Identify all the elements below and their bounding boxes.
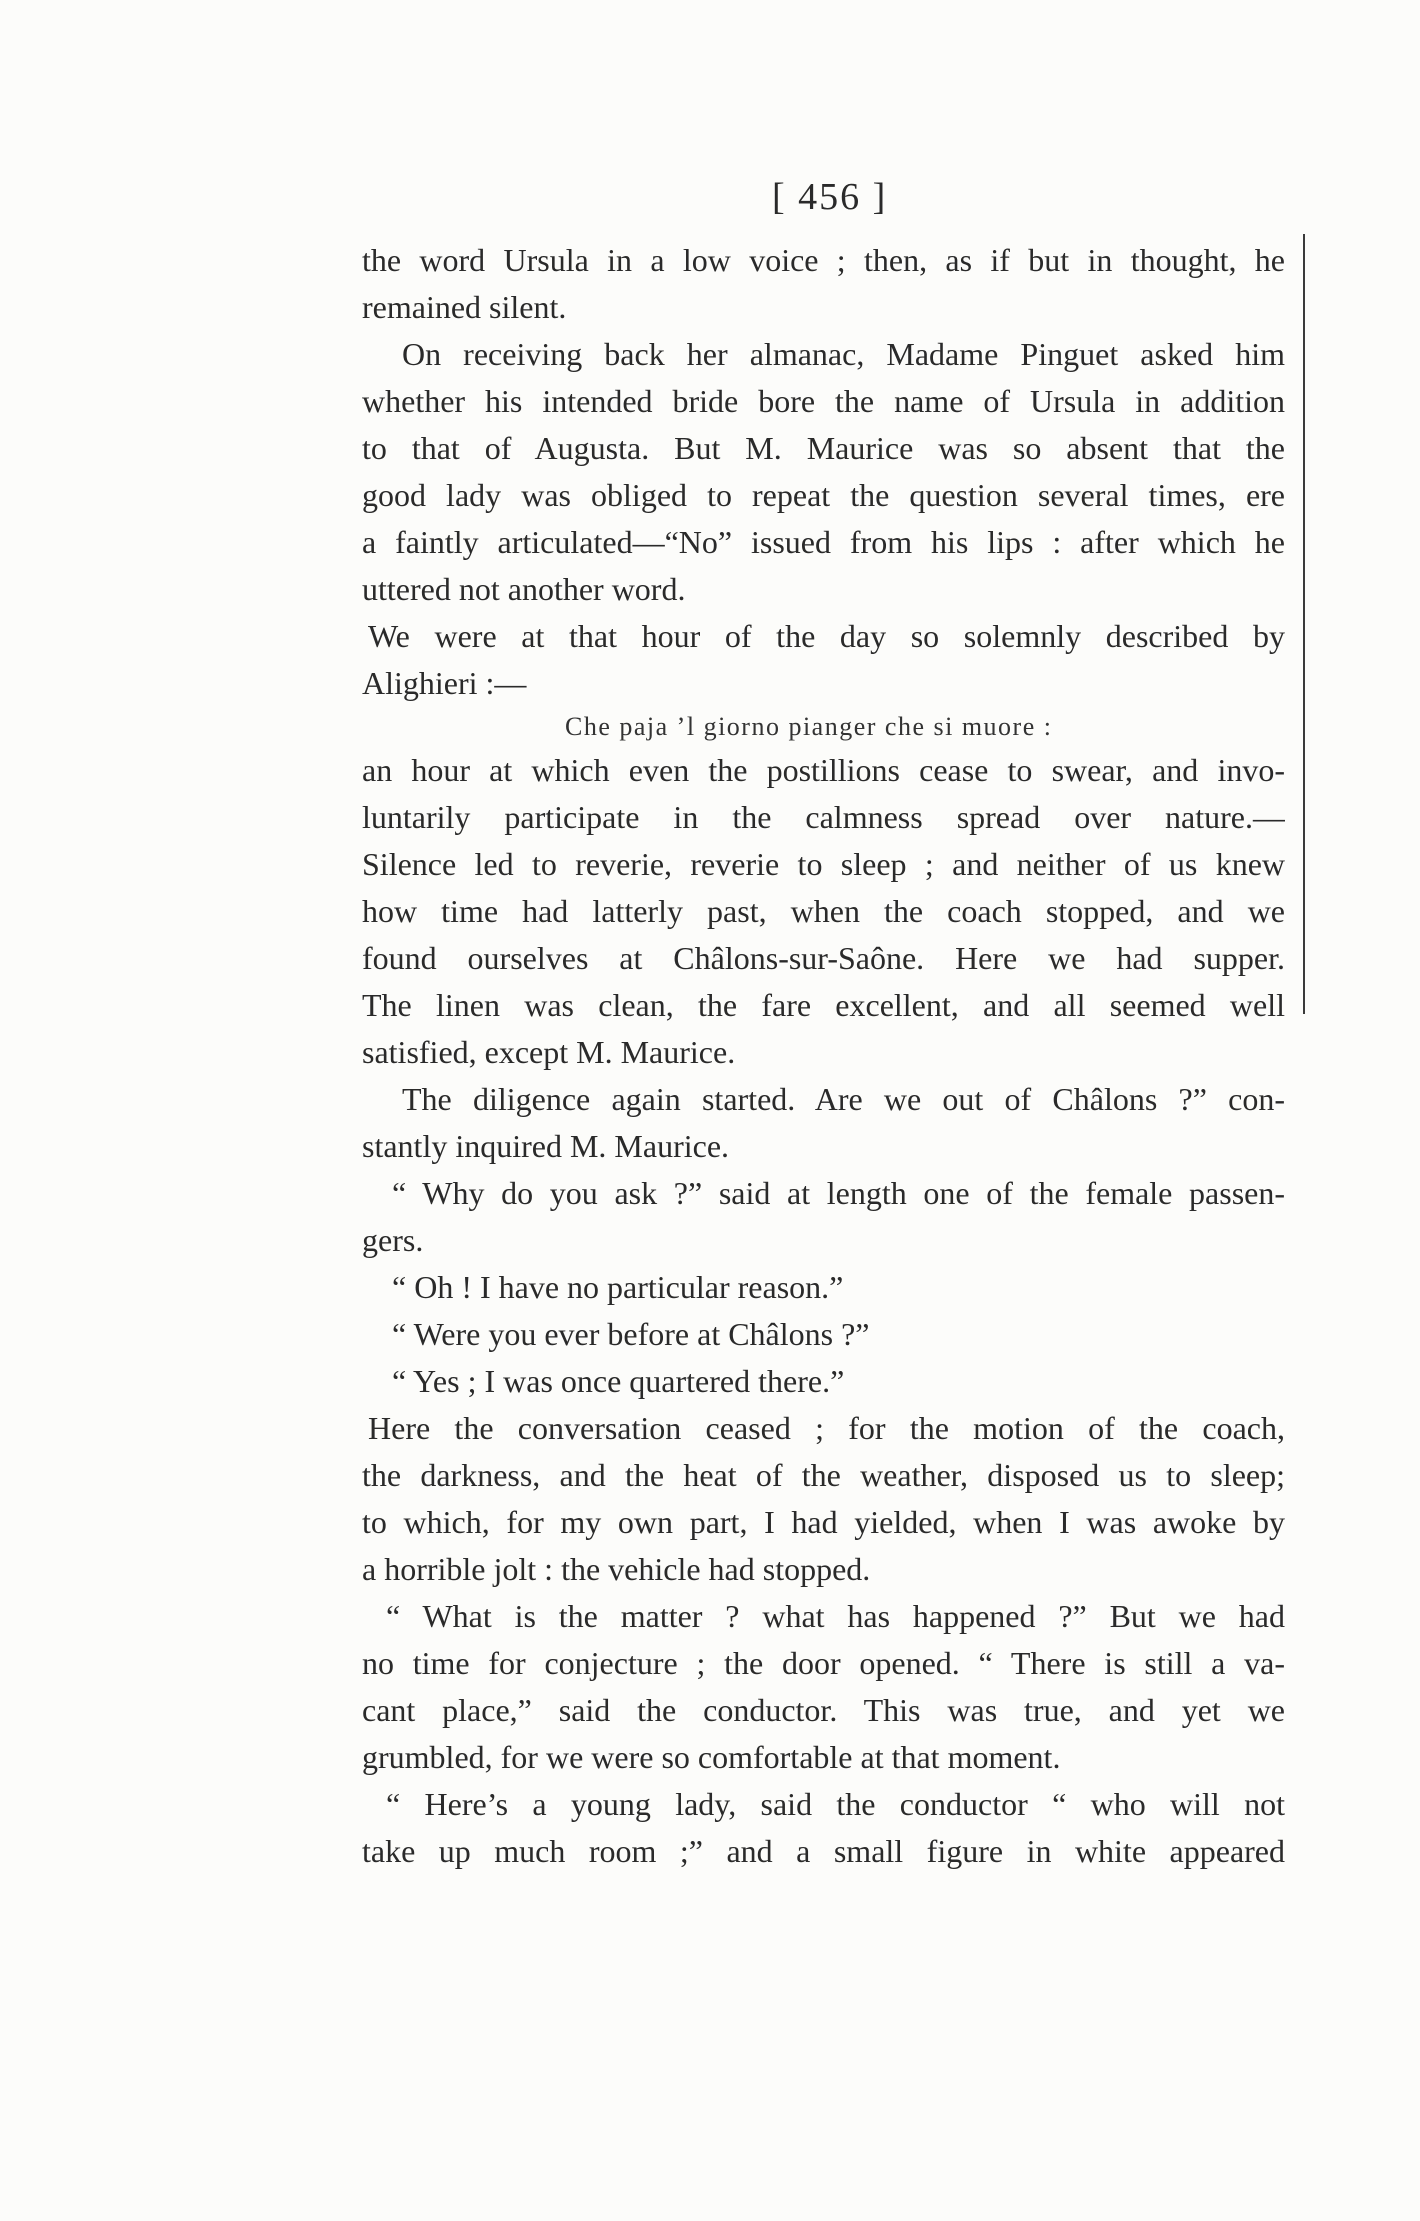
text-line: stantly inquired M. Maurice. — [362, 1128, 730, 1164]
text-line: the darkness, and the heat of the weather, disposed us to sleep; — [362, 1457, 1285, 1493]
text-line: good lady was obliged to repeat the question several times, ere — [362, 477, 1285, 513]
body-text — [362, 237, 1285, 1875]
text-line: take up much room ;” and a small figure in white appeared — [362, 1833, 1285, 1869]
text-line: The linen was clean, the fare excellent, and all seemed well — [362, 987, 1285, 1023]
text-line: “ Oh ! I have no particular reason.” — [392, 1269, 844, 1305]
text-line: uttered not another word. — [362, 571, 686, 607]
text-line: “ Yes ; I was once quartered there.” — [392, 1363, 845, 1399]
margin-rule — [1303, 234, 1305, 1014]
text-line: no time for conjecture ; the door opened. “ There is still a va- — [362, 1645, 1285, 1681]
text-line: cant place,” said the conductor. This was true, and yet we — [362, 1692, 1285, 1728]
text-line: “ Here’s a young lady, said the conductor “ who will not — [386, 1786, 1285, 1822]
text-line: a faintly articulated—“No” issued from his lips : after which he — [362, 524, 1285, 560]
text-line: Silence led to reverie, reverie to sleep ; and neither of us knew — [362, 846, 1285, 882]
text-line: “ Were you ever before at Châlons ?” — [392, 1316, 870, 1352]
text-line: We were at that hour of the day so solemnly described by — [368, 618, 1285, 654]
text-line: The diligence again started. Are we out of Châlons ?” con- — [402, 1081, 1285, 1117]
text-line: Here the conversation ceased ; for the motion of the coach, — [368, 1410, 1285, 1446]
text-line: grumbled, for we were so comfortable at that moment. — [362, 1739, 1061, 1775]
page-number: [ 456 ] — [772, 176, 888, 218]
text-line: Alighieri :— — [362, 665, 527, 701]
text-line: On receiving back her almanac, Madame Pinguet asked him — [402, 336, 1285, 372]
text-line: whether his intended bride bore the name of Ursula in addition — [362, 383, 1285, 419]
text-line: gers. — [362, 1222, 424, 1258]
text-line: a horrible jolt : the vehicle had stopped. — [362, 1551, 871, 1587]
text-line: how time had latterly past, when the coach stopped, and we — [362, 893, 1285, 929]
text-line: “ What is the matter ? what has happened ?” But we had — [386, 1598, 1285, 1634]
text-line: an hour at which even the postillions cease to swear, and invo- — [362, 752, 1285, 788]
text-line: satisfied, except M. Maurice. — [362, 1034, 736, 1070]
text-line: to that of Augusta. But M. Maurice was so absent that the — [362, 430, 1285, 466]
text-line: luntarily participate in the calmness spread over nature.— — [362, 799, 1285, 835]
text-line: “ Why do you ask ?” said at length one of the female passen- — [392, 1175, 1285, 1211]
text-line: remained silent. — [362, 289, 567, 325]
text-line: to which, for my own part, I had yielded, when I was awoke by — [362, 1504, 1285, 1540]
text-line: found ourselves at Châlons-sur-Saône. Here we had supper. — [362, 940, 1285, 976]
text-line: the word Ursula in a low voice ; then, as if but in thought, he — [362, 242, 1285, 278]
verse-quotation: Che paja ’l giorno pianger che si muore : — [565, 712, 1053, 741]
